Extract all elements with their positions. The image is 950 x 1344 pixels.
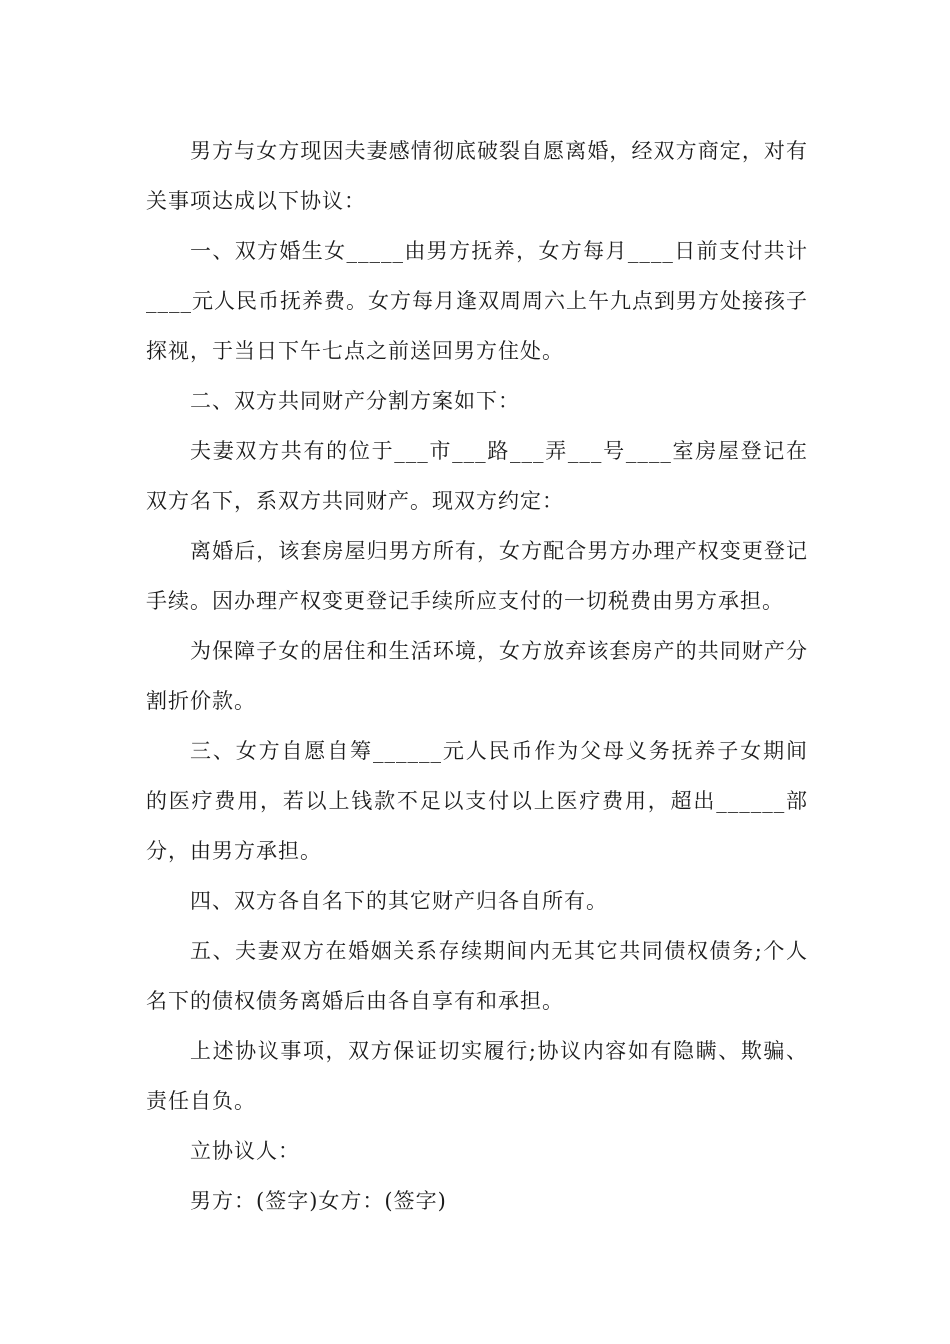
property-waiver: 为保障子女的居住和生活环境，女方放弃该套房产的共同财产分割折价款。 [146, 639, 808, 713]
signatories-label: 立协议人： [190, 1139, 300, 1163]
signature-line: 男方：(签字)女方：(签字) [190, 1189, 447, 1213]
agreement-body [146, 126, 808, 1226]
clause-two-heading: 二、双方共同财产分割方案如下： [190, 389, 520, 413]
clause-one-custody: 一、双方婚生女_____由男方抚养，女方每月____日前支付共计____元人民币抚养费。女方每月逢双周周六上午九点到男方处接孩子探视，于当日下午七点之前送回男方住处。 [146, 239, 808, 363]
performance-guarantee: 上述协议事项，双方保证切实履行;协议内容如有隐瞒、欺骗、责任自负。 [146, 1039, 808, 1113]
property-ownership: 离婚后，该套房屋归男方所有，女方配合男方办理产权变更登记手续。因办理产权变更登记手续所应支付的一切税费由男方承担。 [146, 539, 808, 613]
property-description: 夫妻双方共有的位于___市___路___弄___号____室房屋登记在双方名下，系双方共同财产。现双方约定： [146, 439, 808, 513]
clause-five-debts: 五、夫妻双方在婚姻关系存续期间内无其它共同债权债务;个人名下的债权债务离婚后由各自享有和承担。 [146, 939, 808, 1013]
clause-three-medical: 三、女方自愿自筹______元人民币作为父母义务抚养子女期间的医疗费用，若以上钱款不足以支付以上医疗费用，超出______部分，由男方承担。 [146, 739, 808, 863]
intro-paragraph: 男方与女方现因夫妻感情彻底破裂自愿离婚，经双方商定，对有关事项达成以下协议： [146, 139, 808, 213]
clause-four-other-property: 四、双方各自名下的其它财产归各自所有。 [190, 889, 608, 913]
